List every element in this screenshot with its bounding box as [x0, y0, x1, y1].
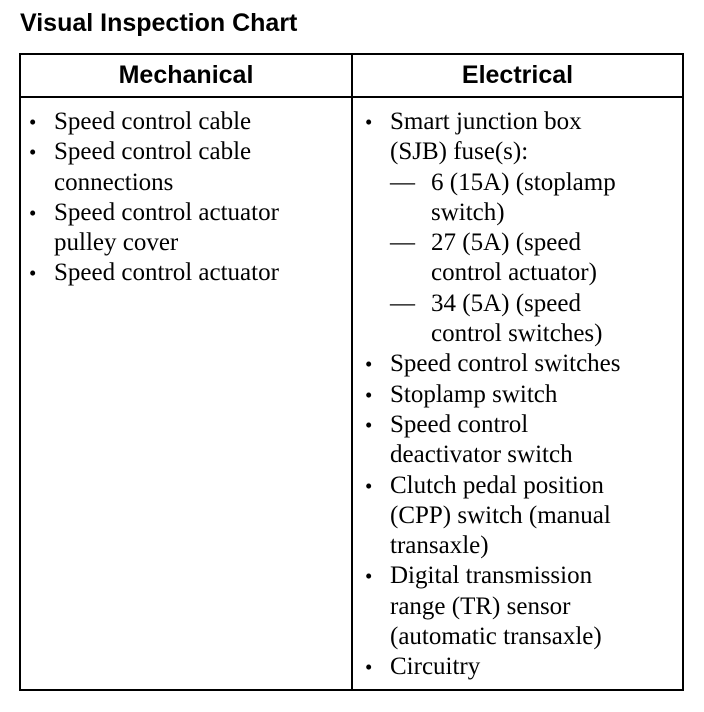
bullet-icon: •	[365, 473, 373, 498]
fuse-line: switch)	[431, 198, 505, 226]
bullet-icon: •	[365, 382, 373, 407]
bullet-icon: •	[365, 352, 373, 377]
fuse-item	[365, 228, 675, 289]
bullet-icon: •	[29, 140, 37, 165]
list-item	[365, 561, 675, 652]
fuse-item	[365, 289, 675, 350]
chart-title: Visual Inspection Chart	[20, 9, 298, 37]
list-item	[365, 107, 675, 168]
item-line: Clutch pedal position	[390, 471, 604, 499]
item-line: Smart junction box	[390, 108, 582, 135]
item-line: deactivator switch	[390, 441, 573, 469]
fuse-line: control actuator)	[431, 259, 597, 287]
item-line: Speed control actuator	[54, 198, 279, 226]
item-line: Stoplamp switch	[390, 380, 558, 408]
list-item	[365, 471, 675, 562]
item-line: range (TR) sensor	[390, 592, 571, 620]
list-item	[29, 198, 347, 259]
dash-icon: —	[390, 168, 415, 196]
bullet-icon: •	[365, 110, 373, 134]
mechanical-cell	[29, 107, 347, 289]
dash-icon: —	[390, 289, 415, 317]
item-line: Speed control switches	[390, 350, 621, 378]
item-line: Speed control	[390, 410, 529, 438]
bullet-icon: •	[29, 261, 37, 286]
mechanical-header: Mechanical	[118, 61, 254, 89]
bullet-icon: •	[29, 200, 37, 225]
list-item	[29, 137, 347, 198]
item-line: connections	[54, 168, 174, 196]
fuse-line: 27 (5A) (speed	[431, 229, 581, 257]
item-line: Digital transmission	[390, 562, 593, 590]
fuse-line: control switches)	[431, 320, 603, 348]
item-line: (SJB) fuse(s):	[390, 138, 529, 166]
list-item	[365, 652, 675, 682]
item-line: Circuitry	[390, 653, 481, 681]
inspection-table	[19, 53, 684, 691]
item-line: Speed control cable	[54, 108, 252, 135]
fuse-item	[365, 168, 675, 229]
fuse-line: 6 (15A) (stoplamp	[431, 168, 616, 196]
header-divider	[21, 96, 682, 98]
item-line: Speed control actuator	[54, 259, 279, 287]
list-item	[365, 349, 675, 379]
item-line: transaxle)	[390, 532, 489, 560]
item-line: pulley cover	[54, 229, 179, 257]
fuse-line: 34 (5A) (speed	[431, 289, 581, 317]
list-item	[29, 258, 347, 288]
list-item	[29, 107, 347, 137]
dash-icon: —	[390, 229, 415, 257]
electrical-header: Electrical	[461, 61, 574, 89]
item-line: Speed control cable	[54, 138, 252, 166]
item-line: (automatic transaxle)	[390, 623, 602, 651]
bullet-icon: •	[29, 110, 37, 134]
column-divider	[351, 55, 353, 689]
bullet-icon: •	[365, 655, 373, 680]
bullet-icon: •	[365, 412, 373, 437]
item-line: (CPP) switch (manual	[390, 501, 611, 529]
list-item	[365, 410, 675, 471]
electrical-cell	[365, 107, 675, 683]
list-item	[365, 380, 675, 410]
bullet-icon: •	[365, 564, 373, 589]
